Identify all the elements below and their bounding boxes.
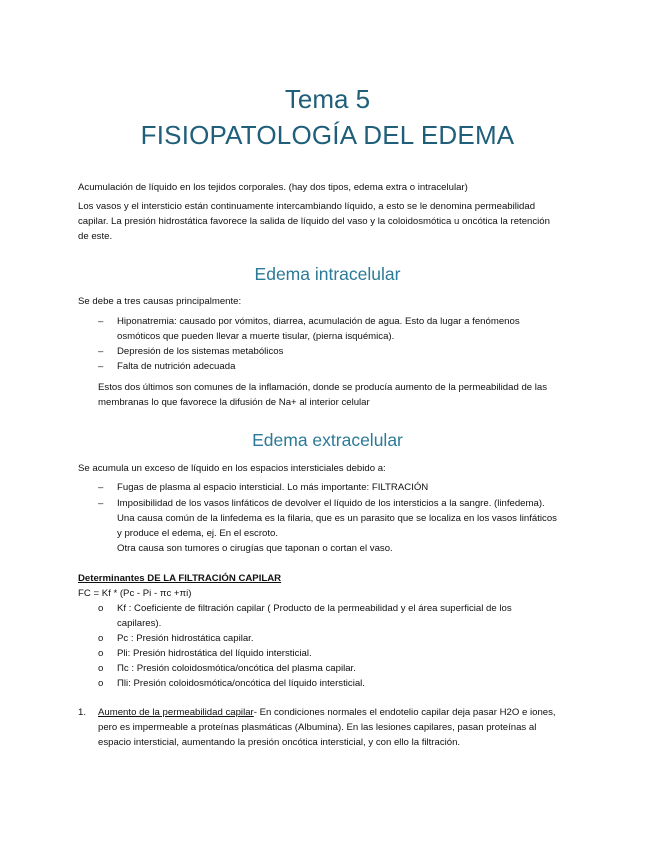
section-heading-intracelular: Edema intracelular	[254, 264, 401, 284]
list-number: 1.	[78, 707, 87, 718]
list-item-line: Hiponatremia: causado por vómitos, diarrea, acumulación de agua. Esto da lugar a fenómenos	[117, 316, 520, 327]
numbered-item-label: Aumento de la permeabilidad capilar	[98, 707, 254, 718]
section-heading-extracelular: Edema extracelular	[252, 430, 403, 450]
list-item-line: Depresión de los sistemas metabólicos	[117, 346, 284, 357]
list-item-line: osmóticos que pueden llevar a muerte tisular, (pierna isquémica).	[117, 331, 395, 342]
numbered-item-first-line	[98, 705, 578, 720]
circle-bullet: o	[98, 603, 104, 614]
circle-bullet: o	[98, 678, 104, 689]
list-item-line: Pli: Presión hidrostática del líquido intersticial.	[117, 648, 312, 659]
intro-paragraph-1: Acumulación de líquido en los tejidos corporales. (hay dos tipos, edema extra o intracelular)	[78, 182, 468, 193]
circle-bullet: o	[98, 663, 104, 674]
list-item-line: Imposibilidad de los vasos linfáticos de devolver el líquido de los intersticios a la sangre. (linfedema).	[117, 498, 545, 509]
list-item-line: Pc : Presión hidrostática capilar.	[117, 633, 254, 644]
note-line-1: Estos dos últimos son comunes de la inflamación, donde se producía aumento de la permeabilidad de las	[98, 382, 548, 393]
numbered-item-line-3: espacio intersticial, aumentando la presión oncótica intersticial, y con ello la filtración.	[98, 737, 461, 748]
note-line-2: membranas lo que favorece la difusión de Na+ al interior celular	[98, 397, 370, 408]
determinantes-heading: Determinantes DE LA FILTRACIÓN CAPILAR	[78, 573, 282, 584]
dash-bullet: –	[98, 316, 104, 327]
dash-bullet: –	[98, 361, 104, 372]
list-item-line: Otra causa son tumores o cirugías que taponan o cortan el vaso.	[117, 543, 393, 554]
list-item-line: Πli: Presión coloidosmótica/oncótica del líquido intersticial.	[117, 678, 365, 689]
list-item-line: capilares).	[117, 618, 162, 629]
list-item-line: Fugas de plasma al espacio intersticial. Lo más importante: FILTRACIÓN	[117, 482, 429, 493]
dash-bullet: –	[98, 498, 104, 509]
dash-bullet: –	[98, 482, 104, 493]
list-item-line: y produce el edema, ej. En el escroto.	[117, 528, 279, 539]
numbered-item-line-2: pero es impermeable a proteínas plasmáticas (Albumina). En las lesiones capilares, pasan proteínas al	[98, 722, 537, 733]
page-title-topic: Tema 5	[284, 84, 371, 114]
list-item-line: Una causa común de la linfedema es la filaria, que es un parasito que se localiza en los vasos linfáticos	[117, 513, 557, 524]
page-title: FISIOPATOLOGÍA DEL EDEMA	[140, 120, 515, 150]
dash-bullet: –	[98, 346, 104, 357]
list-item-line: Kf : Coeficiente de filtración capilar ( Producto de la permeabilidad y el área superficial de los	[117, 603, 512, 614]
list-item-line: Falta de nutrición adecuada	[117, 361, 236, 372]
circle-bullet: o	[98, 648, 104, 659]
section-lead-extracelular: Se acumula un exceso de líquido en los espacios intersticiales debido a:	[78, 463, 386, 474]
numbered-item-text: - En condiciones normales el endotelio capilar deja pasar H2O e iones,	[253, 707, 556, 718]
intro-paragraph-2-line-1: Los vasos y el intersticio están continuamente intercambiando líquido, a esto se le denomina permeabilidad	[78, 201, 536, 212]
list-item-line: Πc : Presión coloidosmótica/oncótica del plasma capilar.	[117, 663, 356, 674]
filtration-formula: FC = Kf * (Pc - Pi - πc +πi)	[78, 588, 192, 599]
section-lead-intracelular: Se debe a tres causas principalmente:	[78, 296, 242, 307]
circle-bullet: o	[98, 633, 104, 644]
intro-paragraph-2-line-2: capilar. La presión hidrostática favorece la salida de líquido del vaso y la coloidosmótica u oncótica la retención	[78, 216, 550, 227]
intro-paragraph-2-line-3: de este.	[78, 231, 113, 242]
